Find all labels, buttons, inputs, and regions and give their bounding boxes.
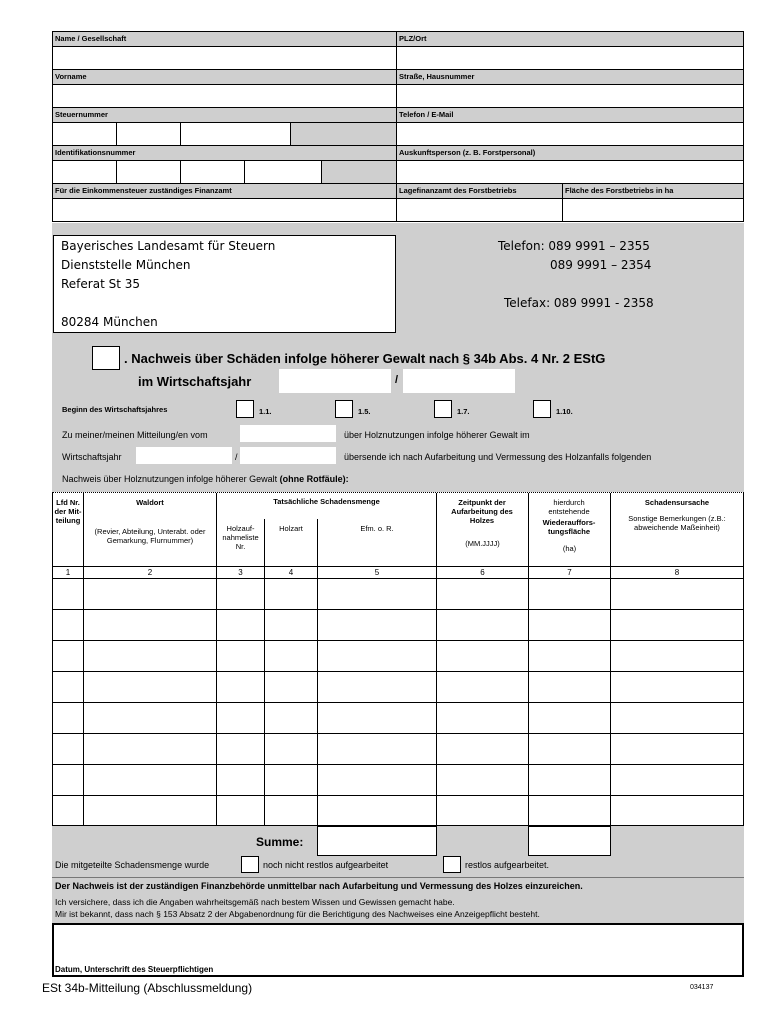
divider	[53, 84, 743, 85]
divider	[180, 123, 181, 145]
col-divider	[528, 493, 529, 826]
telefon-1: Telefon: 089 9991 – 2355	[498, 239, 650, 253]
col-number: 3	[238, 568, 243, 577]
divider	[180, 161, 181, 183]
status-option-done: restlos aufgearbeitet.	[465, 860, 550, 870]
wirtschaftsjahr-from-field[interactable]	[279, 369, 391, 393]
telefax: Telefax: 089 9991 - 2358	[504, 296, 654, 310]
flaeche-field[interactable]	[563, 199, 743, 221]
lagefinanzamt-field[interactable]	[397, 199, 562, 221]
steuernummer-label: Steuernummer	[53, 108, 396, 122]
summe-flaeche-field[interactable]	[528, 826, 611, 856]
name-label: Name / Gesellschaft	[53, 32, 396, 46]
telefon-label: Telefon / E-Mail	[397, 108, 743, 122]
status-checkbox-done[interactable]	[443, 856, 461, 873]
plz-label: PLZ/Ort	[397, 32, 743, 46]
mitteilung-year-to-field[interactable]	[240, 447, 336, 464]
col-holzart-header: Holzart	[279, 524, 303, 533]
strasse-label: Straße, Hausnummer	[397, 70, 743, 84]
col-zeitpunkt-sub: (MM.JJJJ)	[465, 539, 500, 548]
recipient-line-1: Bayerisches Landesamt für Steuern	[61, 239, 276, 253]
col-ursache-header: Schadensursache	[644, 498, 710, 507]
status-option-not-done: noch nicht restlos aufgearbeitet	[263, 860, 389, 870]
beginn-checkbox-3[interactable]	[434, 400, 452, 418]
beginn-option-2: 1.5.	[358, 407, 371, 416]
steuernummer-field-grey	[291, 123, 396, 145]
divider	[53, 160, 743, 161]
divider	[116, 123, 117, 145]
divider	[53, 122, 743, 123]
finanzamt-field[interactable]	[53, 199, 396, 221]
idnr-field-4[interactable]	[245, 161, 321, 183]
auskunft-field[interactable]	[397, 161, 743, 183]
table-row[interactable]	[53, 764, 743, 765]
col-number: 8	[674, 568, 680, 577]
divider	[53, 198, 743, 199]
mitteilung-slash: /	[235, 452, 238, 462]
assurance-text-2: Mir ist bekannt, dass nach § 153 Absatz 2 der Abgabenordnung für die Berichtigung des Nachweises eine Anzeigepflicht besteht.	[55, 909, 540, 919]
col-flaeche-header-c: (ha)	[562, 544, 577, 553]
header-bottom-line	[53, 566, 743, 567]
table-row[interactable]	[53, 671, 743, 672]
table-row[interactable]	[53, 702, 743, 703]
table-row[interactable]	[53, 609, 743, 610]
status-checkbox-not-done[interactable]	[241, 856, 259, 873]
divider	[396, 32, 397, 221]
idnr-label: Identifikationsnummer	[53, 146, 396, 160]
assurance-text-1: Ich versichere, dass ich die Angaben wahrheitsgemäß nach bestem Wissen und Gewissen gemacht habe.	[55, 897, 455, 907]
idnr-field-3[interactable]	[181, 161, 244, 183]
idnr-field-2[interactable]	[117, 161, 180, 183]
heading-checkbox[interactable]	[92, 346, 120, 370]
col-ursache-sub: Sonstige Bemerkungen (z.B.: abweichende Maßeinheit)	[628, 514, 726, 532]
col-number: 7	[567, 568, 572, 577]
divider	[53, 183, 743, 184]
auskunft-label: Auskunftsperson (z. B. Forstpersonal)	[397, 146, 743, 160]
mitteilung-text-3	[62, 474, 349, 484]
beginn-label: Beginn des Wirtschaftsjahres	[62, 405, 168, 414]
col-efm-header: Efm. o. R.	[360, 524, 394, 533]
beginn-option-3: 1.7.	[457, 407, 470, 416]
plz-field[interactable]	[397, 47, 743, 69]
divider	[321, 161, 322, 183]
finanzamt-label: Für die Einkommensteuer zuständiges Finanzamt	[53, 184, 396, 198]
mitteilung-date-field[interactable]	[240, 425, 336, 442]
mitteilung-text-1b: über Holznutzungen infolge höherer Gewalt im	[344, 430, 530, 440]
mitteilung-text-3a: Nachweis über Holznutzungen infolge höherer Gewalt	[62, 474, 278, 484]
col-divider	[610, 493, 611, 826]
col-number: 6	[480, 568, 485, 577]
beginn-checkbox-1[interactable]	[236, 400, 254, 418]
recipient-line-2: Dienststelle München	[61, 258, 191, 272]
col-lfd-nr-header: Lfd Nr. der Mit- teilung	[54, 498, 82, 525]
beginn-option-1: 1.1.	[259, 407, 272, 416]
col-divider	[83, 493, 84, 826]
name-field[interactable]	[53, 47, 396, 69]
col-zeitpunkt-header: Zeitpunkt der Aufarbeitung des Holzes	[451, 498, 513, 525]
col-flaeche-header-b: Wiederauffors- tungsfläche	[542, 518, 596, 536]
col-number: 4	[288, 568, 294, 577]
notice-text: Der Nachweis ist der zuständigen Finanzbehörde unmittelbar nach Aufarbeitung und Vermessung des Holzes einzureichen.	[55, 881, 583, 891]
form-code: 034137	[690, 984, 714, 991]
divider	[562, 184, 563, 221]
col-number: 1	[65, 568, 71, 577]
summe-efm-field[interactable]	[317, 826, 437, 856]
steuernummer-field-2[interactable]	[117, 123, 180, 145]
wirtschaftsjahr-heading: im Wirtschaftsjahr	[138, 374, 252, 389]
idnr-field-1[interactable]	[53, 161, 116, 183]
mitteilung-text-2b: übersende ich nach Aufarbeitung und Vermessung des Holzanfalls folgenden	[344, 452, 652, 462]
summe-label: Summe:	[256, 835, 304, 849]
mitteilung-text-2a: Wirtschaftsjahr	[62, 452, 122, 462]
divider	[53, 46, 743, 47]
col-holzaufnahme-header: Holzauf- nahmeliste Nr.	[222, 524, 259, 551]
divider	[290, 123, 291, 145]
beginn-checkbox-4[interactable]	[533, 400, 551, 418]
mitteilung-text-1a: Zu meiner/meinen Mitteilung/en vom	[62, 430, 208, 440]
col-number: 2	[147, 568, 153, 577]
recipient-line-3: Referat St 35	[61, 277, 141, 291]
divider	[53, 145, 743, 146]
schadensmenge-header: Tatsächliche Schadensmenge	[273, 497, 380, 506]
telefon-field[interactable]	[397, 123, 743, 145]
strasse-field[interactable]	[397, 85, 743, 107]
status-prefix: Die mitgeteilte Schadensmenge wurde	[55, 860, 210, 870]
divider	[53, 69, 743, 70]
steuernummer-field-3[interactable]	[181, 123, 290, 145]
number-row-line	[53, 578, 743, 579]
form-title: . Nachweis über Schäden infolge höherer Gewalt nach § 34b Abs. 4 Nr. 2 EStG	[124, 351, 606, 366]
signature-label: Datum, Unterschrift des Steuerpflichtigen	[55, 965, 214, 974]
beginn-option-4: 1.10.	[556, 407, 573, 416]
form-name: ESt 34b-Mitteilung (Abschlussmeldung)	[42, 981, 253, 995]
telefon-2: 089 9991 – 2354	[550, 258, 652, 272]
divider	[116, 161, 117, 183]
mitteilung-year-from-field[interactable]	[136, 447, 232, 464]
table-row[interactable]	[53, 640, 743, 641]
wirtschaftsjahr-slash: /	[395, 374, 399, 386]
col-flaeche-header-a: hierdurch entstehende	[548, 498, 590, 516]
lagefinanzamt-label: Lagefinanzamt des Forstbetriebs	[397, 184, 562, 198]
col-number: 5	[374, 568, 380, 577]
mitteilung-text-3b: (ohne Rotfäule):	[279, 474, 349, 484]
table-row[interactable]	[53, 795, 743, 796]
idnr-field-grey	[322, 161, 396, 183]
flaeche-label: Fläche des Forstbetriebs in ha	[563, 184, 743, 198]
divider	[244, 161, 245, 183]
divider	[53, 107, 743, 108]
beginn-checkbox-2[interactable]	[335, 400, 353, 418]
col-waldort-sub: (Revier, Abteilung, Unterabt. oder Gemarkung, Flurnummer)	[94, 527, 206, 545]
steuernummer-field-1[interactable]	[53, 123, 116, 145]
col-waldort-header: Waldort	[136, 498, 164, 507]
vorname-label: Vorname	[53, 70, 396, 84]
recipient-line-4: 80284 München	[61, 315, 158, 329]
wirtschaftsjahr-to-field[interactable]	[403, 369, 515, 393]
vorname-field[interactable]	[53, 85, 396, 107]
table-row[interactable]	[53, 733, 743, 734]
